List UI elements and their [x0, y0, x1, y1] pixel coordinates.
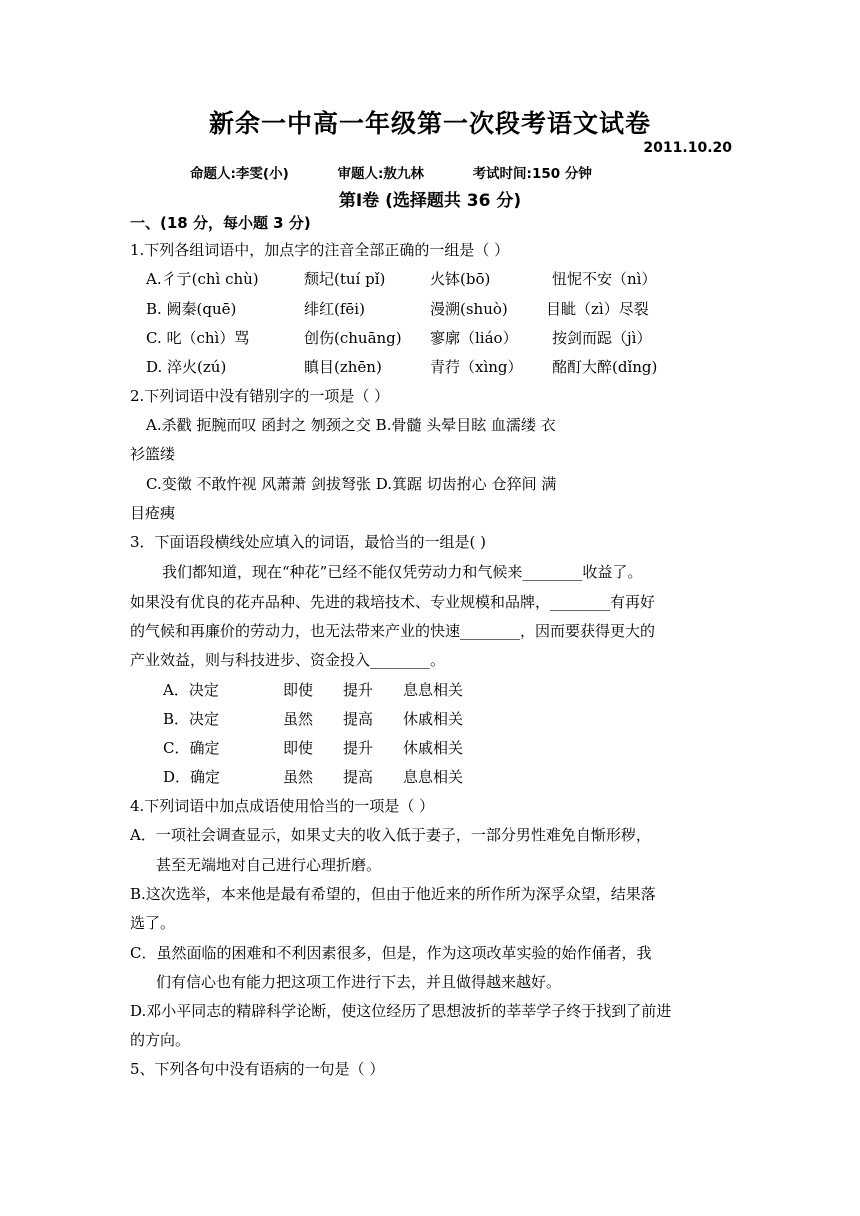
q3-c-4: 休戚相关 — [403, 739, 464, 757]
q3-a-1: A．决定 — [163, 681, 219, 699]
q1-c-4: 按剑而跽（jì） — [552, 329, 652, 347]
q3-d-3: 提高 — [343, 768, 374, 786]
q1-stem: 1.下列各组词语中，加点字的注音全部正确的一组是（ ） — [130, 241, 510, 259]
q1-d-4: 酩酊大醉(dǐng) — [552, 358, 658, 376]
section-heading: 一、(18 分，每小题 3 分) — [130, 214, 311, 232]
q1-a-4: 忸怩不安（nì） — [552, 270, 657, 288]
q3-d-1: D．确定 — [163, 768, 221, 786]
time-label: 考试时间:150 分钟 — [472, 166, 592, 182]
q4-d-line-2: 的方向。 — [130, 1031, 191, 1049]
q1-a-3: 火钵(bō) — [430, 270, 491, 288]
q2-line-1: A.杀戳 扼腕而叹 函封之 刎颈之交 B.骨髓 头晕目眩 血濡缕 衣 — [146, 416, 556, 434]
author-label: 命题人:李雯(小) — [190, 166, 289, 182]
q5-stem: 5、下列各句中没有语病的一句是（ ） — [130, 1060, 385, 1078]
q1-b-2: 绯红(fēi) — [304, 300, 365, 318]
exam-title: 新余一中高一年级第一次段考语文试卷 — [208, 109, 651, 138]
q2-line-4: 目疮痍 — [130, 504, 176, 522]
q4-a-line-2: 甚至无端地对自己进行心理折磨。 — [156, 856, 382, 874]
q4-d-line-1: D.邓小平同志的精辟科学论断，使这位经历了思想波折的莘莘学子终于找到了前进 — [130, 1002, 672, 1020]
q4-c-line-1: C．虽然面临的困难和不利因素很多，但是，作为这项改革实验的始作俑者，我 — [130, 944, 652, 962]
q1-c-3: 寥廓（liáo） — [430, 329, 518, 347]
q1-b-3: 漫溯(shuò) — [430, 300, 508, 318]
q1-c-1: C. 叱（chì）骂 — [146, 329, 250, 347]
q3-b-2: 虽然 — [283, 710, 314, 728]
q3-para-2: 如果没有优良的花卉品种、先进的栽培技术、专业规模和品牌，________有再好 — [130, 593, 656, 611]
q2-line-2: 衫篮缕 — [130, 445, 176, 463]
reviewer-label: 审题人:敖九林 — [337, 166, 424, 182]
q1-b-4: 目眦（zì）尽裂 — [546, 300, 649, 318]
q4-a-line-1: A．一项社会调查显示，如果丈夫的收入低于妻子，一部分男性难免自惭形秽， — [130, 826, 651, 844]
q1-a-1: A.彳亍(chì chù) — [146, 270, 259, 288]
q3-c-3: 提升 — [343, 739, 374, 757]
q3-d-4: 息息相关 — [403, 768, 464, 786]
q3-a-4: 息息相关 — [403, 681, 464, 699]
q1-a-2: 颓圮(tuí pǐ) — [304, 270, 386, 288]
q3-para-3: 的气候和再廉价的劳动力，也无法带来产业的快速________，因而要获得更大的 — [130, 622, 656, 640]
q3-para-1: 我们都知道，现在“种花”已经不能仅凭劳动力和气候来________收益了。 — [162, 563, 643, 581]
q4-c-line-2: 们有信心也有能力把这项工作进行下去，并且做得越来越好。 — [156, 973, 562, 991]
q1-d-2: 瞋目(zhēn) — [304, 358, 382, 376]
exam-date: 2011.10.20 — [643, 140, 732, 156]
q1-d-3: 青荇（xìng） — [430, 358, 523, 376]
q4-stem: 4.下列词语中加点成语使用恰当的一项是（ ） — [130, 797, 435, 815]
q1-c-2: 创伤(chuāng) — [304, 329, 402, 347]
q3-a-2: 即使 — [283, 681, 314, 699]
exam-meta — [190, 162, 636, 182]
q3-d-2: 虽然 — [283, 768, 314, 786]
q3-b-4: 休戚相关 — [403, 710, 464, 728]
part-heading: 第Ⅰ卷 (选择题共 36 分) — [338, 191, 522, 211]
q3-c-2: 即使 — [283, 739, 314, 757]
q3-b-3: 提高 — [343, 710, 374, 728]
q1-b-1: B. 阙秦(quē) — [146, 300, 237, 318]
q3-stem: 3．下面语段横线处应填入的词语，最恰当的一组是( ) — [130, 533, 487, 551]
q2-stem: 2.下列词语中没有错别字的一项是（ ） — [130, 387, 390, 405]
q4-b-line-2: 选了。 — [130, 914, 176, 932]
q3-b-1: B．决定 — [163, 710, 220, 728]
q3-c-1: C．确定 — [163, 739, 220, 757]
q3-para-4: 产业效益，则与科技进步、资金投入________。 — [130, 651, 446, 669]
q3-a-3: 提升 — [343, 681, 374, 699]
q1-d-1: D. 淬火(zú) — [146, 358, 227, 376]
q2-line-3: C.变徵 不敢忤视 风萧萧 剑拔弩张 D.箕踞 切齿拊心 仓猝间 满 — [146, 475, 557, 493]
q4-b-line-1: B.这次选举，本来他是最有希望的，但由于他近来的所作所为深孚众望，结果落 — [130, 885, 656, 903]
